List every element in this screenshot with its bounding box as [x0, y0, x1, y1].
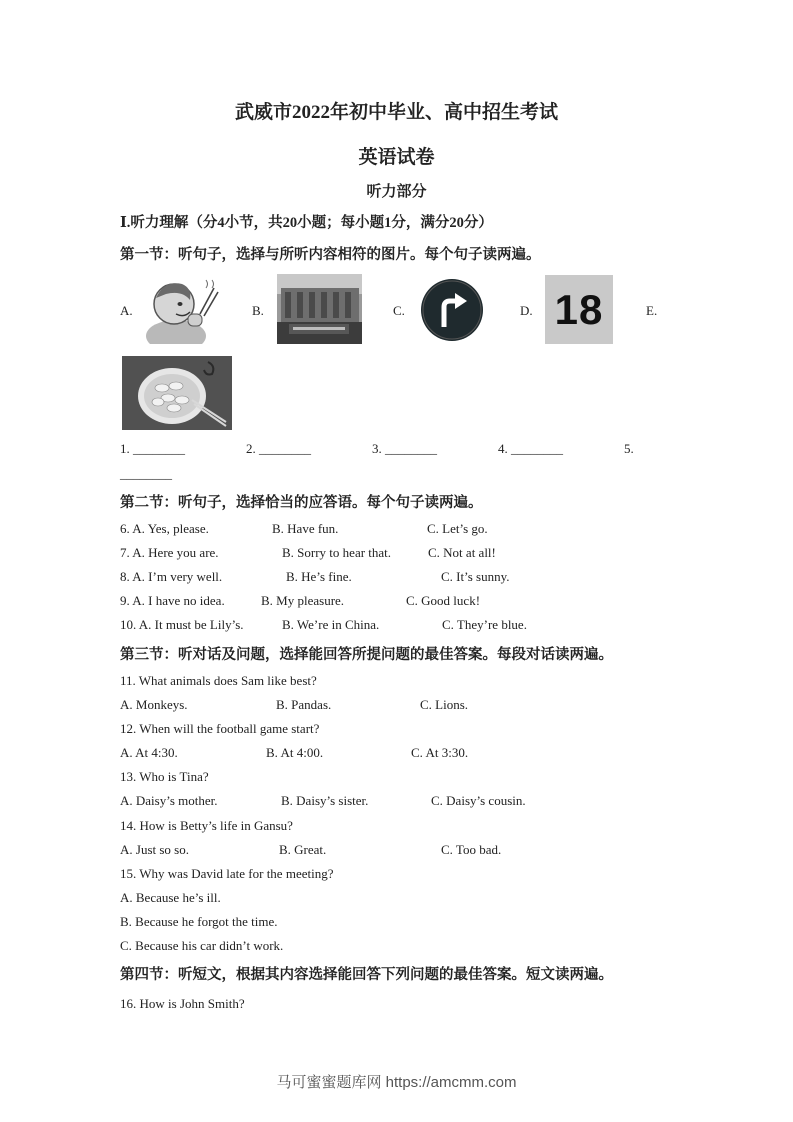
number-18-icon — [545, 275, 613, 344]
question-15: 15. Why was David late for the meeting? — [120, 866, 334, 881]
q12-option-a: A. At 4:30. — [120, 745, 178, 760]
answer-blank-4: 4. ________ — [498, 441, 563, 456]
q15-option-c: C. Because his car didn’t work. — [120, 938, 284, 953]
exam-title: 武威市2022年初中毕业、高中招生考试 — [234, 102, 558, 123]
picture-label-c: C. — [393, 303, 405, 318]
question-14: 14. How is Betty’s life in Gansu? — [120, 818, 293, 833]
exam-subtitle: 英语试卷 — [358, 147, 435, 168]
q9-option-b: B. My pleasure. — [261, 593, 345, 608]
library-building-icon — [277, 274, 362, 344]
q13-option-c: C. Daisy’s cousin. — [431, 793, 526, 808]
q9-option-c: C. Good luck! — [406, 593, 481, 608]
q6-option-a: 6. A. Yes, please. — [120, 521, 209, 536]
q10-option-c: C. They’re blue. — [442, 617, 527, 632]
answer-blank-2: 2. ________ — [246, 441, 311, 456]
q14-option-b: B. Great. — [279, 842, 327, 857]
dumplings-icon — [122, 356, 232, 430]
q11-option-c: C. Lions. — [420, 697, 469, 712]
answer-blank-1: 1. ________ — [120, 441, 185, 456]
question-16: 16. How is John Smith? — [120, 996, 245, 1011]
q10-option-b: B. We’re in China. — [282, 617, 380, 632]
q7-option-a: 7. A. Here you are. — [120, 545, 219, 560]
picture-label-d: D. — [520, 303, 533, 318]
q9-option-a: 9. A. I have no idea. — [120, 593, 225, 608]
q12-option-b: B. At 4:00. — [266, 745, 324, 760]
section3-heading: 第三节：听对话及问题，选择能回答所提问题的最佳答案。每段对话读两遍。 — [120, 647, 613, 663]
picture-label-a: A. — [120, 303, 133, 318]
q14-option-a: A. Just so so. — [120, 842, 189, 857]
q6-option-b: B. Have fun. — [272, 521, 339, 536]
answer-blank-3: 3. ________ — [372, 441, 437, 456]
q8-option-a: 8. A. I’m very well. — [120, 569, 223, 584]
q15-option-b: B. Because he forgot the time. — [120, 914, 278, 929]
q12-option-c: C. At 3:30. — [411, 745, 469, 760]
picture-label-b: B. — [252, 303, 264, 318]
q13-option-b: B. Daisy’s sister. — [281, 793, 369, 808]
answer-blank-5-label: 5. — [624, 441, 634, 456]
q14-option-c: C. Too bad. — [441, 842, 502, 857]
q11-option-b: B. Pandas. — [276, 697, 332, 712]
answer-blank-5: ________ — [120, 466, 172, 481]
q8-option-b: B. He’s fine. — [286, 569, 352, 584]
q8-option-c: C. It’s sunny. — [441, 569, 510, 584]
section4-heading: 第四节：听短文，根据其内容选择能回答下列问题的最佳答案。短文读两遍。 — [120, 967, 613, 983]
q6-option-c: C. Let’s go. — [427, 521, 488, 536]
section2-heading: 第二节：听句子，选择恰当的应答语。每个句子读两遍。 — [120, 495, 483, 511]
picture-label-e: E. — [646, 303, 658, 318]
turn-right-sign-icon — [417, 277, 487, 343]
q15-option-a: A. Because he’s ill. — [120, 890, 221, 905]
q7-option-b: B. Sorry to hear that. — [282, 545, 392, 560]
footer-watermark: 马可蜜蜜题库网 https://amcmm.com — [276, 1074, 517, 1091]
part-heading: 听力部分 — [366, 184, 427, 200]
q11-option-a: A. Monkeys. — [120, 697, 188, 712]
question-13: 13. Who is Tina? — [120, 769, 209, 784]
question-12: 12. When will the football game start? — [120, 721, 320, 736]
section-main-heading: Ⅰ.听力理解（分4小节，共20小题；每小题1分，满分20分） — [120, 215, 493, 231]
q7-option-c: C. Not at all! — [428, 545, 496, 560]
question-11: 11. What animals does Sam like best? — [120, 673, 317, 688]
section1-heading: 第一节：听句子，选择与所听内容相符的图片。每个句子读两遍。 — [120, 247, 541, 263]
q10-option-a: 10. A. It must be Lily’s. — [120, 617, 244, 632]
man-eating-icon — [144, 274, 224, 344]
number-18-text: 18 — [554, 285, 604, 333]
q13-option-a: A. Daisy’s mother. — [120, 793, 218, 808]
